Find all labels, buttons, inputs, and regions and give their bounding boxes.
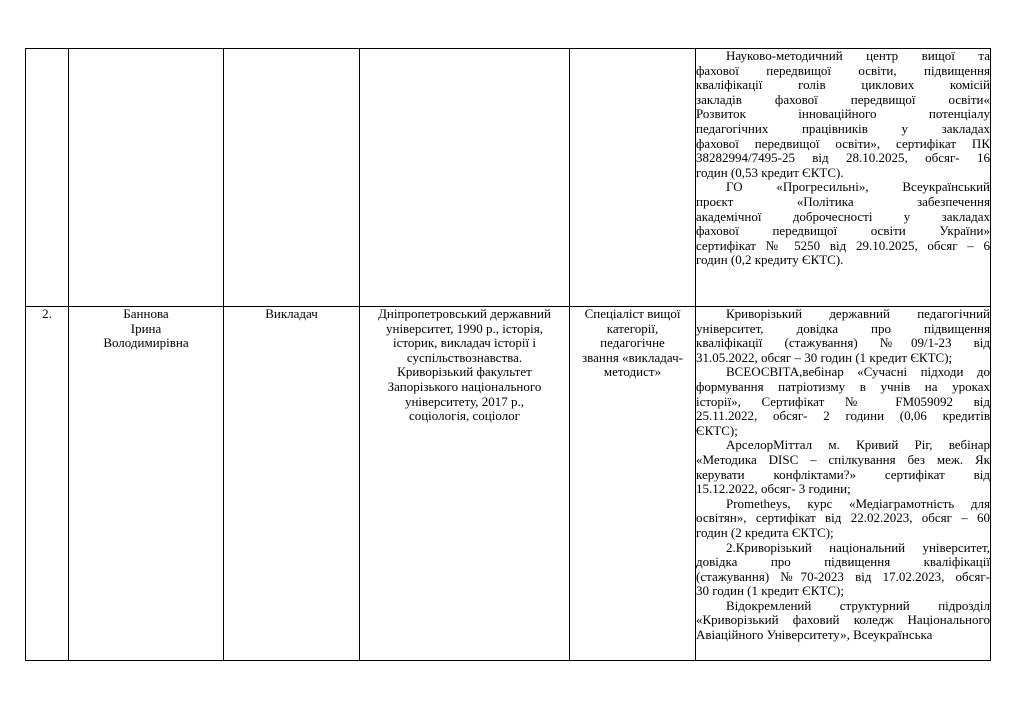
cell-education-empty [360,49,570,307]
qualification-line: годин (0,53 кредит ЄКТС). [696,164,844,180]
qualification-line: фахової передвищої освіти України» [696,223,990,239]
cell-category-empty [570,49,696,307]
education-line: університету, 2017 р., [404,393,525,409]
education-line: суспільствознавства. [406,349,523,365]
education-line: університет, 1990 р., історія, [385,320,543,336]
qualification-line: формування патріотизму в учнів на уроках [696,378,990,394]
qualification-line: 31.05.2022, обсяг – 30 годин (1 кредит ЄКТС); [696,349,953,365]
qualification-line: «Криворізький фаховий коледж Національного [696,612,990,628]
category-line: звання «викладач- [582,349,683,365]
qualification-entry [696,599,990,643]
cell-education [360,307,570,661]
qualification-line: фахової передвищої освіти, підвищення [696,62,990,78]
cell-name-empty [69,49,224,307]
qualification-line: історії», Сертифікат № FM059092 від [696,393,990,409]
qualification-line: годин (2 кредита ЄКТС); [696,524,834,540]
name-line: Баннова [123,306,169,321]
education-text [360,307,569,424]
qualification-line: 15.12.2022, обсяг- 3 години; [696,481,851,497]
teacher-name [69,307,223,351]
category-line: категорії, [606,320,659,336]
qualification-line: проєкт «Політика забезпечення [696,193,990,209]
cell-teacher-name [69,307,224,661]
cell-number-empty [26,49,69,307]
qualification-line: фахової передвищої освіти», сертифікат ПК [696,135,990,151]
qualification-entry [696,365,990,438]
qualification-line: годин (0,2 кредиту ЄКТС). [696,252,844,268]
qualification-line: закладів фахової передвищої освіти« [696,91,990,107]
qualification-entry [696,49,990,180]
qualification-line: 2.Криворізький національний університет, [726,539,990,555]
qualification-entry [696,497,990,541]
qualification-line: Криворізький державний педагогічний [726,306,990,321]
qualification-line: керувати конфліктами?» сертифікат від [696,466,990,482]
qualification-line: академічної доброчесності у закладах [696,208,990,224]
qualification-line: Prometheys, курс «Медіаграмотність для [726,495,990,511]
qualification-line: університет, довідка про підвищення [696,320,990,336]
qualification-line: (стажування) №70-2023 від 17.02.2023, обсяг- [696,568,990,584]
qualification-line: ГО «Прогресильні», Всеукраїнський [726,179,990,195]
table-row-continued [26,49,991,307]
qualification-line: кваліфікації (стажування) №09/1-23 від [696,335,990,351]
qualification-line: Розвиток інноваційного потенціалу [696,106,990,122]
qualification-entry [696,541,990,599]
qualification-line: ВСЕОСВІТА,вебінар «Сучасні підходи до [726,364,990,380]
cell-position-empty [224,49,360,307]
cell-category [570,307,696,661]
cell-qualification [696,307,991,661]
education-line: Запорізького національного [387,378,542,394]
qualification-entry [696,307,990,365]
qualification-line: ЄКТС); [696,422,738,438]
qualification-line: Відокремлений структурний підрозділ [726,597,990,613]
qualification-list [696,49,990,268]
name-line: Володимирівна [103,335,189,351]
qualification-line: «Методика DISC – спілкування без меж. Як [696,451,990,467]
qualification-line: педагогічних працівників у закладах [696,120,990,136]
qualification-line: освітян», сертифікат від 22.02.2023, обсяг – 60 [696,510,990,526]
qualification-line: довідка про підвищення кваліфікації [696,554,990,570]
qualification-entry [696,180,990,268]
staff-qualification-table [25,48,991,661]
name-line: Ірина [130,320,162,336]
qualification-line: АрселорМіттал м. Кривий Ріг, вебінар [726,437,990,453]
education-line: Криворізький факультет [397,364,532,380]
education-line: історик, викладач історії і [393,335,536,351]
document-page [25,48,990,660]
qualification-list [696,307,990,643]
education-line: соціологія, соціолог [408,408,521,424]
qualification-line: сертифікат № 5250 від 29.10.2025, обсяг – 6 [696,237,990,253]
category-line: педагогічне [600,335,665,351]
qualification-line: 25.11.2022, обсяг- 2 години (0,06 кредитів [696,408,990,424]
qualification-line: 38282994/7495-25 від 28.10.2025, обсяг- 16 [696,150,990,166]
qualification-line: кваліфікації голів циклових комісій [696,77,990,93]
qualification-line: Науково-методичний центр вищої та [726,48,990,63]
qualification-line: Авіаційного Університету», Всеукраїнська [696,627,933,643]
cell-position: Викладач [224,307,360,661]
table-row-teacher [26,307,991,661]
qualification-line: 30 годин (1 кредит ЄКТС); [696,583,844,599]
cell-qualification-continued [696,49,991,307]
category-text [570,307,695,380]
category-line: Спеціаліст вищої [584,306,681,321]
cell-row-number: 2. [26,307,69,661]
education-line: Дніпропетровський державний [378,306,551,321]
category-line: методист» [603,364,662,380]
qualification-entry [696,438,990,496]
